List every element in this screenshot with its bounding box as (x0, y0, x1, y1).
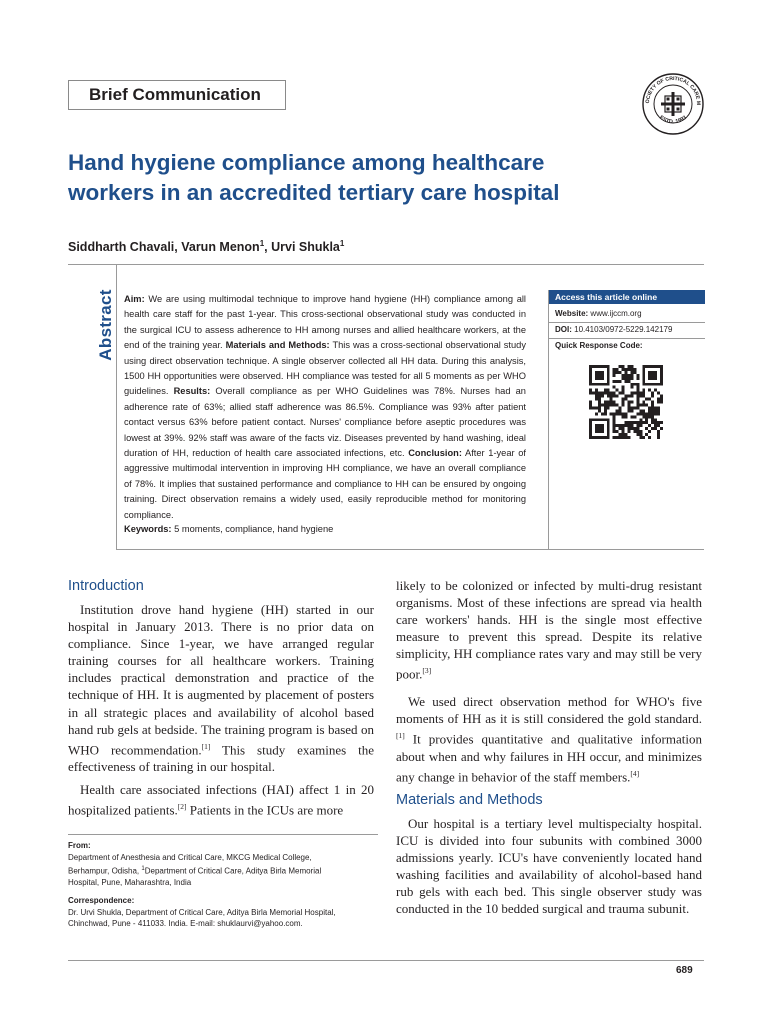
svg-text:INDIAN SOCIETY OF CRITICAL CAR: OCIETY OF CRITICAL CARE M (644, 75, 702, 106)
results-label: Results: (173, 386, 211, 397)
keywords: Keywords: 5 moments, compliance, hand hygiene (124, 524, 334, 534)
methods-heading: Materials and Methods (396, 792, 543, 808)
divider (116, 265, 117, 550)
divider (68, 960, 704, 961)
affiliation-note: From: Department of Anesthesia and Critical Care, MKCG Medical College, Berhampur, Odisha, $^1$Department of Critical Care, Aditya Birla Memorial Hospital, Pune, Maharashtra, India Correspondence: Dr. Urvi Shukla, Department of Critical Care, Aditya Birla Memorial Hospital, Chinchwad, Pune - 411033. India. E-mail: shuklaurvi@yahoo.com. (68, 841, 336, 929)
article-title (68, 148, 668, 208)
author-name: Siddharth Chavali, (68, 240, 182, 255)
affiliation-marker: 1 (259, 239, 265, 248)
divider (549, 338, 705, 339)
author-name: Varun Menon (181, 240, 260, 255)
body-paragraph: likely to be colonized or infected by multi-drug resistant organisms. Most of these infections are spread via health care workers' hands. HH is the single most effective measure to prevent this spread. Despite its relative simplicity, HH compliance rates vary and may still be very poor.[3] (396, 578, 703, 682)
abstract-side-label: Abstract (96, 289, 115, 361)
citation: [3] (422, 666, 432, 676)
society-seal-icon (641, 72, 705, 136)
intro-heading: Introduction (68, 578, 144, 594)
website-row: Website: www.ijccm.org (555, 309, 642, 318)
conclusion-label: Conclusion: (408, 448, 462, 459)
svg-text:ESTD. 1993: ESTD. 1993 (658, 114, 688, 126)
access-online-box (548, 290, 704, 550)
doi-row: DOI: 10.4103/0972-5229.142179 (555, 325, 673, 334)
section-label: Brief Communication (68, 80, 286, 110)
methods-paragraph: Our hospital is a tertiary level multispecialty hospital. ICU is divided into four subunits with combined 3000 admissions yearly. ICU's have conveniently located hand washing facilities and availability of alcohol-based hand rub gels with each bed. This single observer study was conducted in the 10 bedded surgical and trauma subunit. (396, 816, 702, 917)
author-list (68, 239, 344, 254)
citation: [1] (201, 741, 211, 751)
divider (68, 264, 704, 265)
website-link[interactable]: www.ijccm.org (588, 309, 642, 318)
doi-link[interactable]: 10.4103/0972-5229.142179 (571, 325, 673, 334)
abstract-text: Aim: We are using multimodal technique to improve hand hygiene (HH) compliance among all health care staff for the past 1-year. This cross-sectional observational study was conducted in the surgical ICU to assess adherence to HH among nurses and allied healthcare workers, at the end of the training year. Materials and Methods: This was a cross-sectional observational study using direct observation technique. A single observer collected all HH data. During this analysis, 1500 HH opportunities were observed. HH compliance was tested for all 5 moments as per WHO guidelines. Results: Overall compliance as per WHO Guidelines was 78%. Nurses had an adherence rate of 63%; allied staff adherence was 86.5%. Compliance was 93% after patient contact versus 63% before patient contact. Nurses' compliance before aseptic procedures was lowest at 39%. 92% staff was aware of the facts viz. Diseases prevented by hand washing, ideal duration of HH, reduction of health care associated infections, etc. Conclusion: After 1-year of aggressive multimodal intervention in improving HH compliance, we have an overall compliance of 78%. It implies that sustained performance and compliance to HH can be ensured by ongoing training. Direct observation remains a widely used, easily reproducible method for monitoring compliance. (124, 294, 526, 520)
intro-paragraph: Institution drove hand hygiene (HH) started in our hospital in January 2013. There is no prior data on compliance. Since 1-year, we have arranged regular training courses for all healthcare workers. Training includes practical demonstration and practice of the technique of HH. It is augmented by placement of posters in all strategic places and availability of alcohol based hand rub gels at bedside. The training program is based on WHO recommendation.[1] This study examines the effectiveness of training in our hospital. (68, 602, 375, 775)
title-line: Hand hygiene compliance among healthcare (68, 150, 545, 175)
citation: [2] (177, 802, 187, 812)
author-name: Urvi Shukla (271, 240, 340, 255)
citation: [4] (630, 768, 640, 778)
intro-paragraph: Health care associated infections (HAI) affect 1 in 20 hospitalized patients.[2] Patients in the ICUs are more (68, 782, 374, 818)
page-number: 689 (676, 965, 693, 976)
body-paragraph: We used direct observation method for WHO's five moments of HH as it is still considered the gold standard.[1] It provides quantitative and qualitative information about when and why failures in HH occur, and minimizes any change in behavior of the staff members.[4] (396, 694, 702, 785)
divider (68, 834, 378, 835)
aim-label: Aim: (124, 294, 145, 304)
qr-code-icon[interactable] (589, 365, 663, 439)
author-separator: , (264, 240, 272, 255)
citation: [1] (396, 731, 405, 741)
divider (549, 322, 705, 323)
qr-label: Quick Response Code: (555, 341, 643, 350)
affiliation-marker: 1 (339, 239, 345, 248)
methods-label: Materials and Methods: (225, 340, 330, 351)
title-line: workers in an accredited tertiary care hospital (68, 180, 560, 205)
access-header: Access this article online (549, 290, 705, 304)
